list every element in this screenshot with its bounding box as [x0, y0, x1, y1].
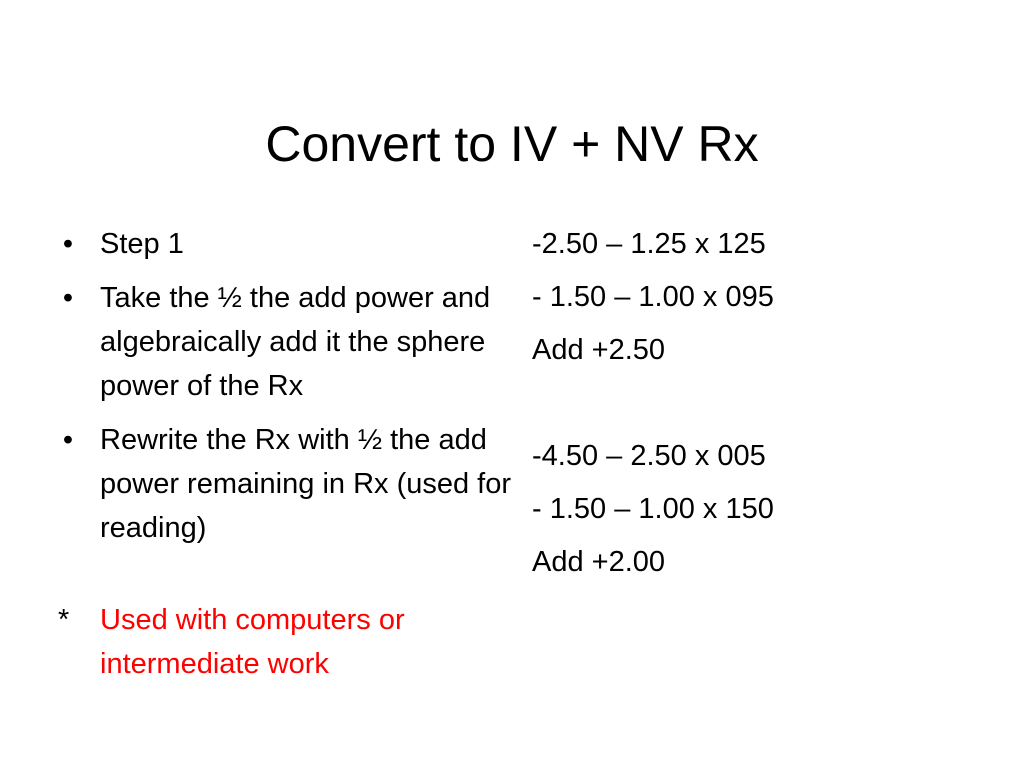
note	[58, 598, 518, 686]
asterisk-icon: *	[58, 604, 70, 636]
rx-example	[532, 222, 992, 372]
bullet-text: Take the ½ the add power and algebraically add it the sphere power of the Rx	[100, 282, 491, 402]
rx-add-line: Add +2.50	[532, 334, 666, 366]
bullet-item	[58, 418, 518, 550]
slide-title: Convert to IV + NV Rx	[265, 116, 759, 172]
rx-example	[532, 434, 992, 584]
right-column	[532, 222, 992, 593]
left-column	[58, 222, 518, 686]
bullet-text: Rewrite the Rx with ½ the add power remaining in Rx (used for reading)	[100, 424, 512, 544]
bullet-item	[58, 276, 518, 408]
bullet-text: Step 1	[100, 228, 184, 260]
rx-add-line: Add +2.00	[532, 546, 666, 578]
rx-spacer	[532, 381, 992, 434]
rx-line: - 1.50 – 1.00 x 150	[532, 493, 774, 525]
bullet-icon: •	[62, 282, 74, 314]
note-text: Used with computers or intermediate work	[100, 604, 405, 680]
rx-line: -4.50 – 2.50 x 005	[532, 440, 766, 472]
bullet-item	[58, 222, 518, 266]
bullet-icon: •	[62, 424, 74, 456]
bullet-icon: •	[62, 228, 74, 260]
rx-line: - 1.50 – 1.00 x 095	[532, 281, 774, 313]
bullet-list	[58, 222, 518, 550]
rx-line: -2.50 – 1.25 x 125	[532, 228, 766, 260]
